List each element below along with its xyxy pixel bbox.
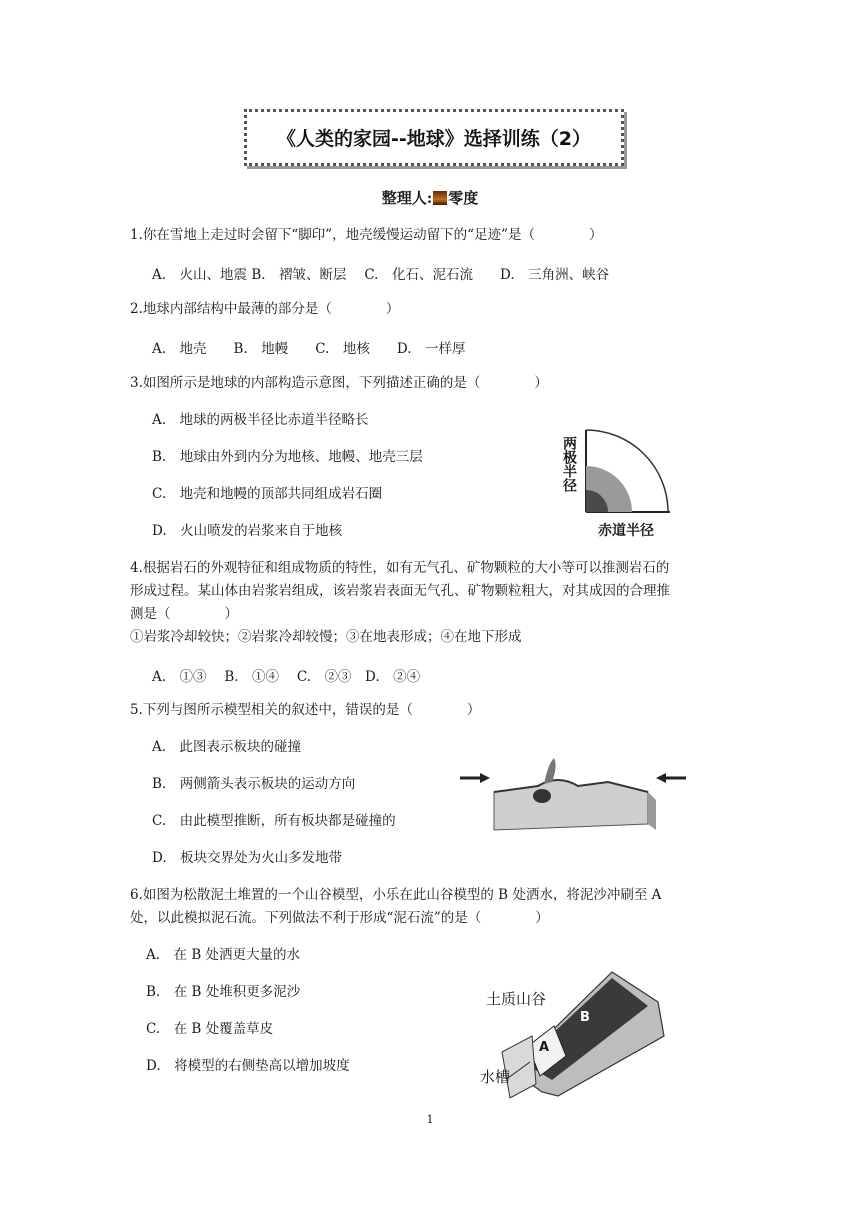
earth-structure-figure: [556, 424, 696, 542]
question-2-options: A. 地壳 B. 地幔 C. 地核 D. 一样厚: [152, 341, 466, 357]
author-logo-icon: [433, 191, 447, 205]
author-name: 零度: [448, 189, 479, 207]
question-5-stem: 5.下列与图所示模型相关的叙述中，错误的是（ ）: [130, 702, 481, 718]
polar-radius-label: 两极半径: [561, 436, 577, 492]
question-3-option-c: C. 地壳和地幔的顶部共同组成岩石圈: [152, 486, 383, 502]
question-6-option-d: D. 将模型的右侧垫高以增加坡度: [146, 1058, 350, 1074]
author-line: [0, 187, 860, 208]
title-box: [244, 109, 624, 166]
document-title: 《人类的家园--地球》选择训练（2）: [277, 128, 591, 150]
question-4-stem-line-2: 形成过程。某山体由岩浆岩组成，该岩浆岩表面无气孔、矿物颗粒粗大，对其成因的合理推: [130, 583, 670, 599]
author-prefix: 整理人:: [381, 189, 433, 207]
question-3-option-a: A. 地球的两极半径比赤道半径略长: [152, 412, 369, 428]
question-2-stem: 2.地球内部结构中最薄的部分是（ ）: [130, 301, 400, 317]
magma-chamber: [533, 789, 551, 803]
valley-model-figure: [472, 966, 672, 1100]
question-4-statements: ①岩浆冷却较快；②岩浆冷却较慢；③在地表形成；④在地下形成: [130, 629, 522, 645]
question-5-option-a: A. 此图表示板块的碰撞: [152, 739, 302, 755]
plate-collision-figure: [458, 752, 688, 834]
question-3-stem: 3.如图所示是地球的内部构造示意图，下列描述正确的是（ ）: [130, 375, 548, 391]
plate-collision-diagram: [458, 752, 688, 834]
valley-label: 土质山谷: [486, 990, 547, 1008]
plate-side: [648, 792, 656, 830]
right-arrow-head: [656, 773, 666, 783]
question-3-option-b: B. 地球由外到内分为地核、地幔、地壳三层: [152, 449, 423, 465]
question-5-option-c: C. 由此模型推断，所有板块都是碰撞的: [152, 813, 396, 829]
page-number: 1: [426, 1113, 434, 1126]
point-a-label: A: [539, 1040, 550, 1055]
question-6-option-b: B. 在 B 处堆积更多泥沙: [146, 984, 301, 1000]
question-6-stem-line-1: 6.如图为松散泥土堆置的一个山谷模型，小乐在此山谷模型的 B 处洒水，将泥沙冲刷至 A: [130, 887, 662, 903]
question-6-stem-line-2: 处，以此模拟泥石流。下列做法不利于形成“泥石流”的是（ ）: [130, 910, 549, 926]
trough-label: 水槽: [480, 1068, 511, 1086]
question-4-stem-line-1: 4.根据岩石的外观特征和组成物质的特性，如有无气孔、矿物颗粒的大小等可以推测岩石的: [130, 560, 670, 576]
question-5-option-d: D. 板块交界处为火山多发地带: [152, 850, 343, 866]
plate-block: [494, 780, 648, 830]
left-arrow-head: [480, 773, 490, 783]
question-4-stem-line-3: 测是（ ）: [130, 606, 238, 622]
question-3-option-d: D. 火山喷发的岩浆来自于地核: [152, 523, 343, 539]
question-6-option-a: A. 在 B 处洒更大量的水: [146, 947, 301, 963]
question-1-options: A. 火山、地震 B. 褶皱、断层 C. 化石、泥石流 D. 三角洲、峡谷: [152, 267, 610, 283]
point-b-label: B: [580, 1010, 590, 1025]
question-5-option-b: B. 两侧箭头表示板块的运动方向: [152, 776, 356, 792]
question-4-options: A. ①③ B. ①④ C. ②③ D. ②④: [152, 669, 421, 685]
question-6-option-c: C. 在 B 处覆盖草皮: [146, 1021, 274, 1037]
question-1-stem: 1.你在雪地上走过时会留下“脚印”，地壳缓慢运动留下的“足迹”是（ ）: [130, 227, 603, 243]
equator-radius-label: 赤道半径: [598, 523, 654, 539]
